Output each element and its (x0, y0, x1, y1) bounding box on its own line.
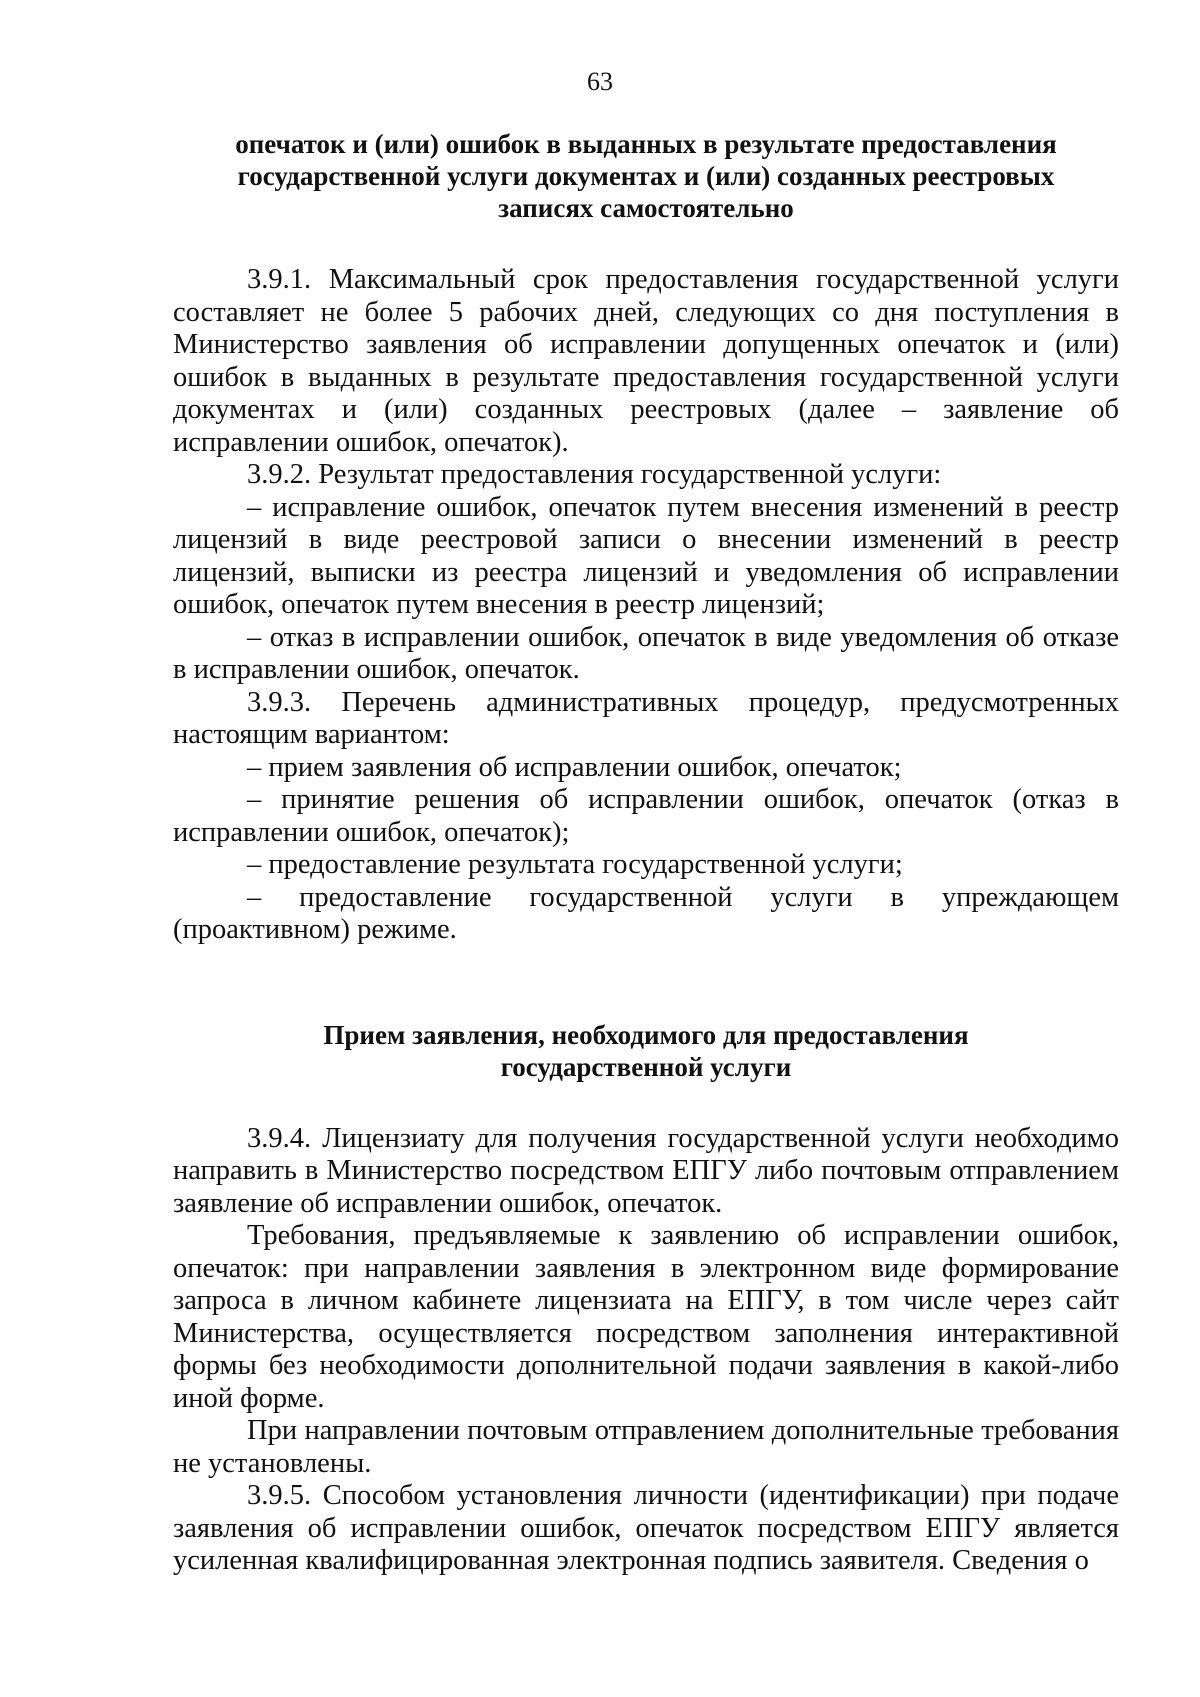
heading-line: опечаток и (или) ошибок в выданных в результате предоставления (235, 129, 1057, 159)
heading-line: Прием заявления, необходимого для предоставления (323, 1019, 969, 1050)
spacer (173, 1083, 1119, 1123)
page-number: 63 (587, 67, 613, 96)
paragraph-3-9-5: 3.9.5. Способом установления личности (идентификации) при подаче заявления об исправлении ошибок, опечаток посредством ЕПГУ является усиленная квалифицированная электронная подпись заявителя. Сведения о (173, 1480, 1119, 1576)
section-heading-application-intake (173, 1019, 1119, 1083)
list-item: – предоставление государственной услуги в упреждающем (проактивном) режиме. (173, 881, 1119, 945)
heading-line: государственной услуги документах и (или) созданных реестровых (237, 161, 1055, 191)
spacer (173, 224, 1119, 264)
spacer (173, 947, 1119, 1019)
paragraph-3-9-3: 3.9.3. Перечень административных процедур, предусмотренных настоящим вариантом: (173, 686, 1119, 750)
list-item: – отказ в исправлении ошибок, опечаток в виде уведомления об отказе в исправлении ошибок, опечаток. (173, 621, 1119, 685)
document-body (173, 128, 1119, 1578)
list-item: – предоставление результата государственной услуги; (247, 849, 903, 880)
list-item: – прием заявления об исправлении ошибок, опечаток; (247, 751, 902, 783)
paragraph-3-9-4: 3.9.4. Лицензиату для получения государственной услуги необходимо направить в Министерство посредством ЕПГУ либо почтовым отправлением заявление об исправлении ошибок, опечаток. (173, 1122, 1119, 1219)
section-heading-corrections (173, 128, 1119, 224)
paragraph-postal: При направлении почтовым отправлением дополнительные требования не установлены. (173, 1415, 1119, 1479)
heading-line: государственной услуги (500, 1051, 792, 1082)
paragraph-requirements: Требования, предъявляемые к заявлению об исправлении ошибок, опечаток: при направлении заявления в электронном виде формирование запроса в личном кабинете лицензиата на ЕПГУ, в том числе через сайт Министерства, осуществляется посредством заполнения интерактивной формы без необходимости дополнительной подачи заявления в какой-либо иной форме. (173, 1220, 1119, 1414)
list-item: – исправление ошибок, опечаток путем внесения изменений в реестр лицензий в виде реестровой записи о внесении изменений в реестр лицензий, выписки из реестра лицензий и уведомления об исправлении ошибок, опечаток путем внесения в реестр лицензий; (173, 491, 1119, 620)
list-item: – принятие решения об исправлении ошибок, опечаток (отказ в исправлении ошибок, опечаток); (173, 784, 1119, 848)
paragraph-3-9-1: 3.9.1. Максимальный срок предоставления государственной услуги составляет не более 5 рабочих дней, следующих со дня поступления в Министерство заявления об исправлении допущенных опечаток и (или) ошибок в выданных в результате предоставления государственной услуги документах и (или) созданных реестровых (далее – заявление об исправлении ошибок, опечаток). (173, 264, 1119, 458)
paragraph-3-9-2: 3.9.2. Результат предоставления государственной услуги: (247, 459, 942, 490)
heading-line: записях самостоятельно (498, 193, 794, 223)
